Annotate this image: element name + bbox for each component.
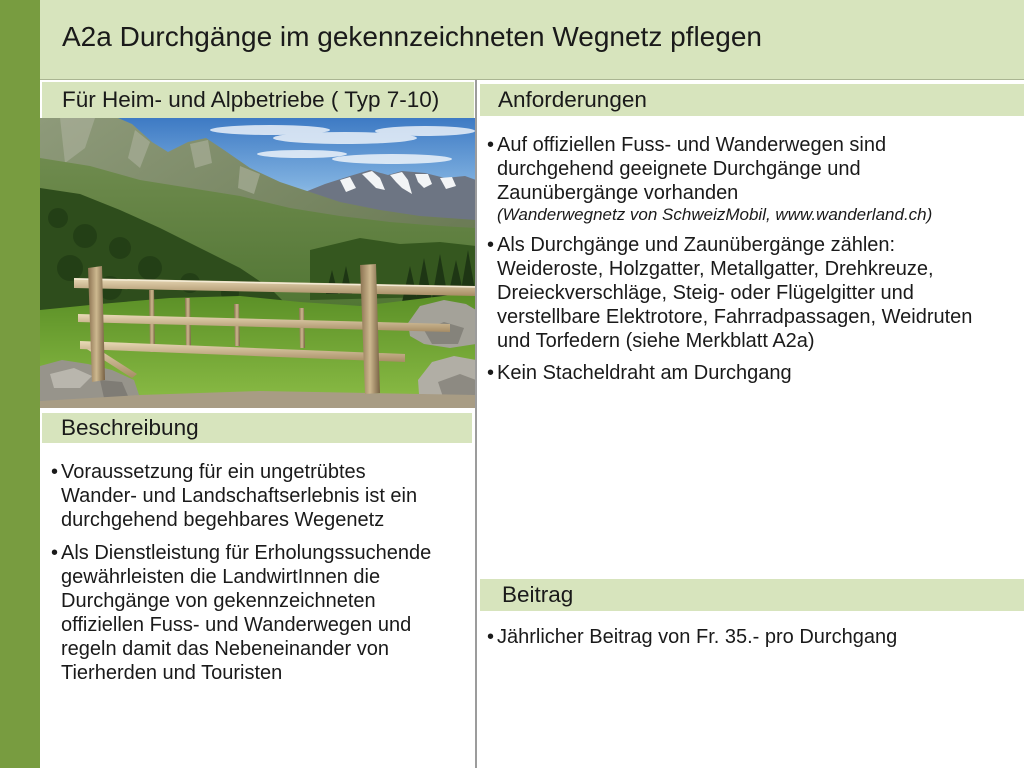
list-item-text: • Kein Stacheldraht am Durchgang: [497, 362, 792, 384]
contribution-band: [480, 579, 1024, 611]
list-item-text: • Jährlicher Beitrag von Fr. 35.- pro Durchgang: [497, 626, 898, 648]
landscape-photo: [40, 118, 476, 408]
description-band: [42, 413, 472, 443]
list-item: [497, 133, 972, 225]
column-divider: [475, 80, 477, 768]
contribution-list: [497, 625, 897, 649]
target-group-heading: Für Heim- und Alpbetriebe ( Typ 7-10): [62, 87, 440, 112]
requirements-list: [497, 133, 972, 385]
title-bar: [40, 0, 1024, 80]
list-item-text: • Als Dienstleistung für Erholungssuchende gewährleisten die LandwirtInnen die Durchgänge von gekennzeichneten offiziellen Fuss- und Wanderwegen und regeln damit das Nebeneinander von Tierherden und Touristen: [61, 542, 432, 684]
requirements-band: [480, 84, 1024, 116]
list-item: [61, 460, 431, 532]
target-group-band: [42, 82, 474, 118]
list-item-note: (Wanderwegnetz von SchweizMobil, www.wanderland.ch): [497, 205, 933, 224]
accent-strip: [0, 0, 40, 768]
list-item: [497, 361, 972, 385]
list-item-text: • Auf offiziellen Fuss- und Wanderwegen sind durchgehend geeignete Durchgänge und Zaunübergänge vorhanden: [497, 134, 887, 204]
requirements-heading: Anforderungen: [498, 87, 647, 112]
list-item-text: • Voraussetzung für ein ungetrübtes Wander- und Landschaftserlebnis ist ein durchgehend begehbares Wegenetz: [61, 461, 418, 531]
list-item: [61, 541, 431, 685]
list-item: [497, 233, 972, 353]
landscape-photo-graphic: [40, 118, 476, 408]
list-item-text: • Als Durchgänge und Zaunübergänge zählen: Weideroste, Holzgatter, Metallgatter, Drehkreuze, Dreieckverschläge, Steig- oder Flügelgitter und verstellbare Elektrotore, Fahrradpassagen, Weidruten und Torfedern (siehe Merkblatt A2a): [497, 234, 973, 352]
description-heading: Beschreibung: [61, 415, 199, 440]
list-item: [497, 625, 897, 649]
contribution-heading: Beitrag: [502, 582, 574, 607]
slide-title: A2a Durchgänge im gekennzeichneten Wegnetz pflegen: [62, 21, 762, 52]
description-list: [61, 460, 431, 685]
